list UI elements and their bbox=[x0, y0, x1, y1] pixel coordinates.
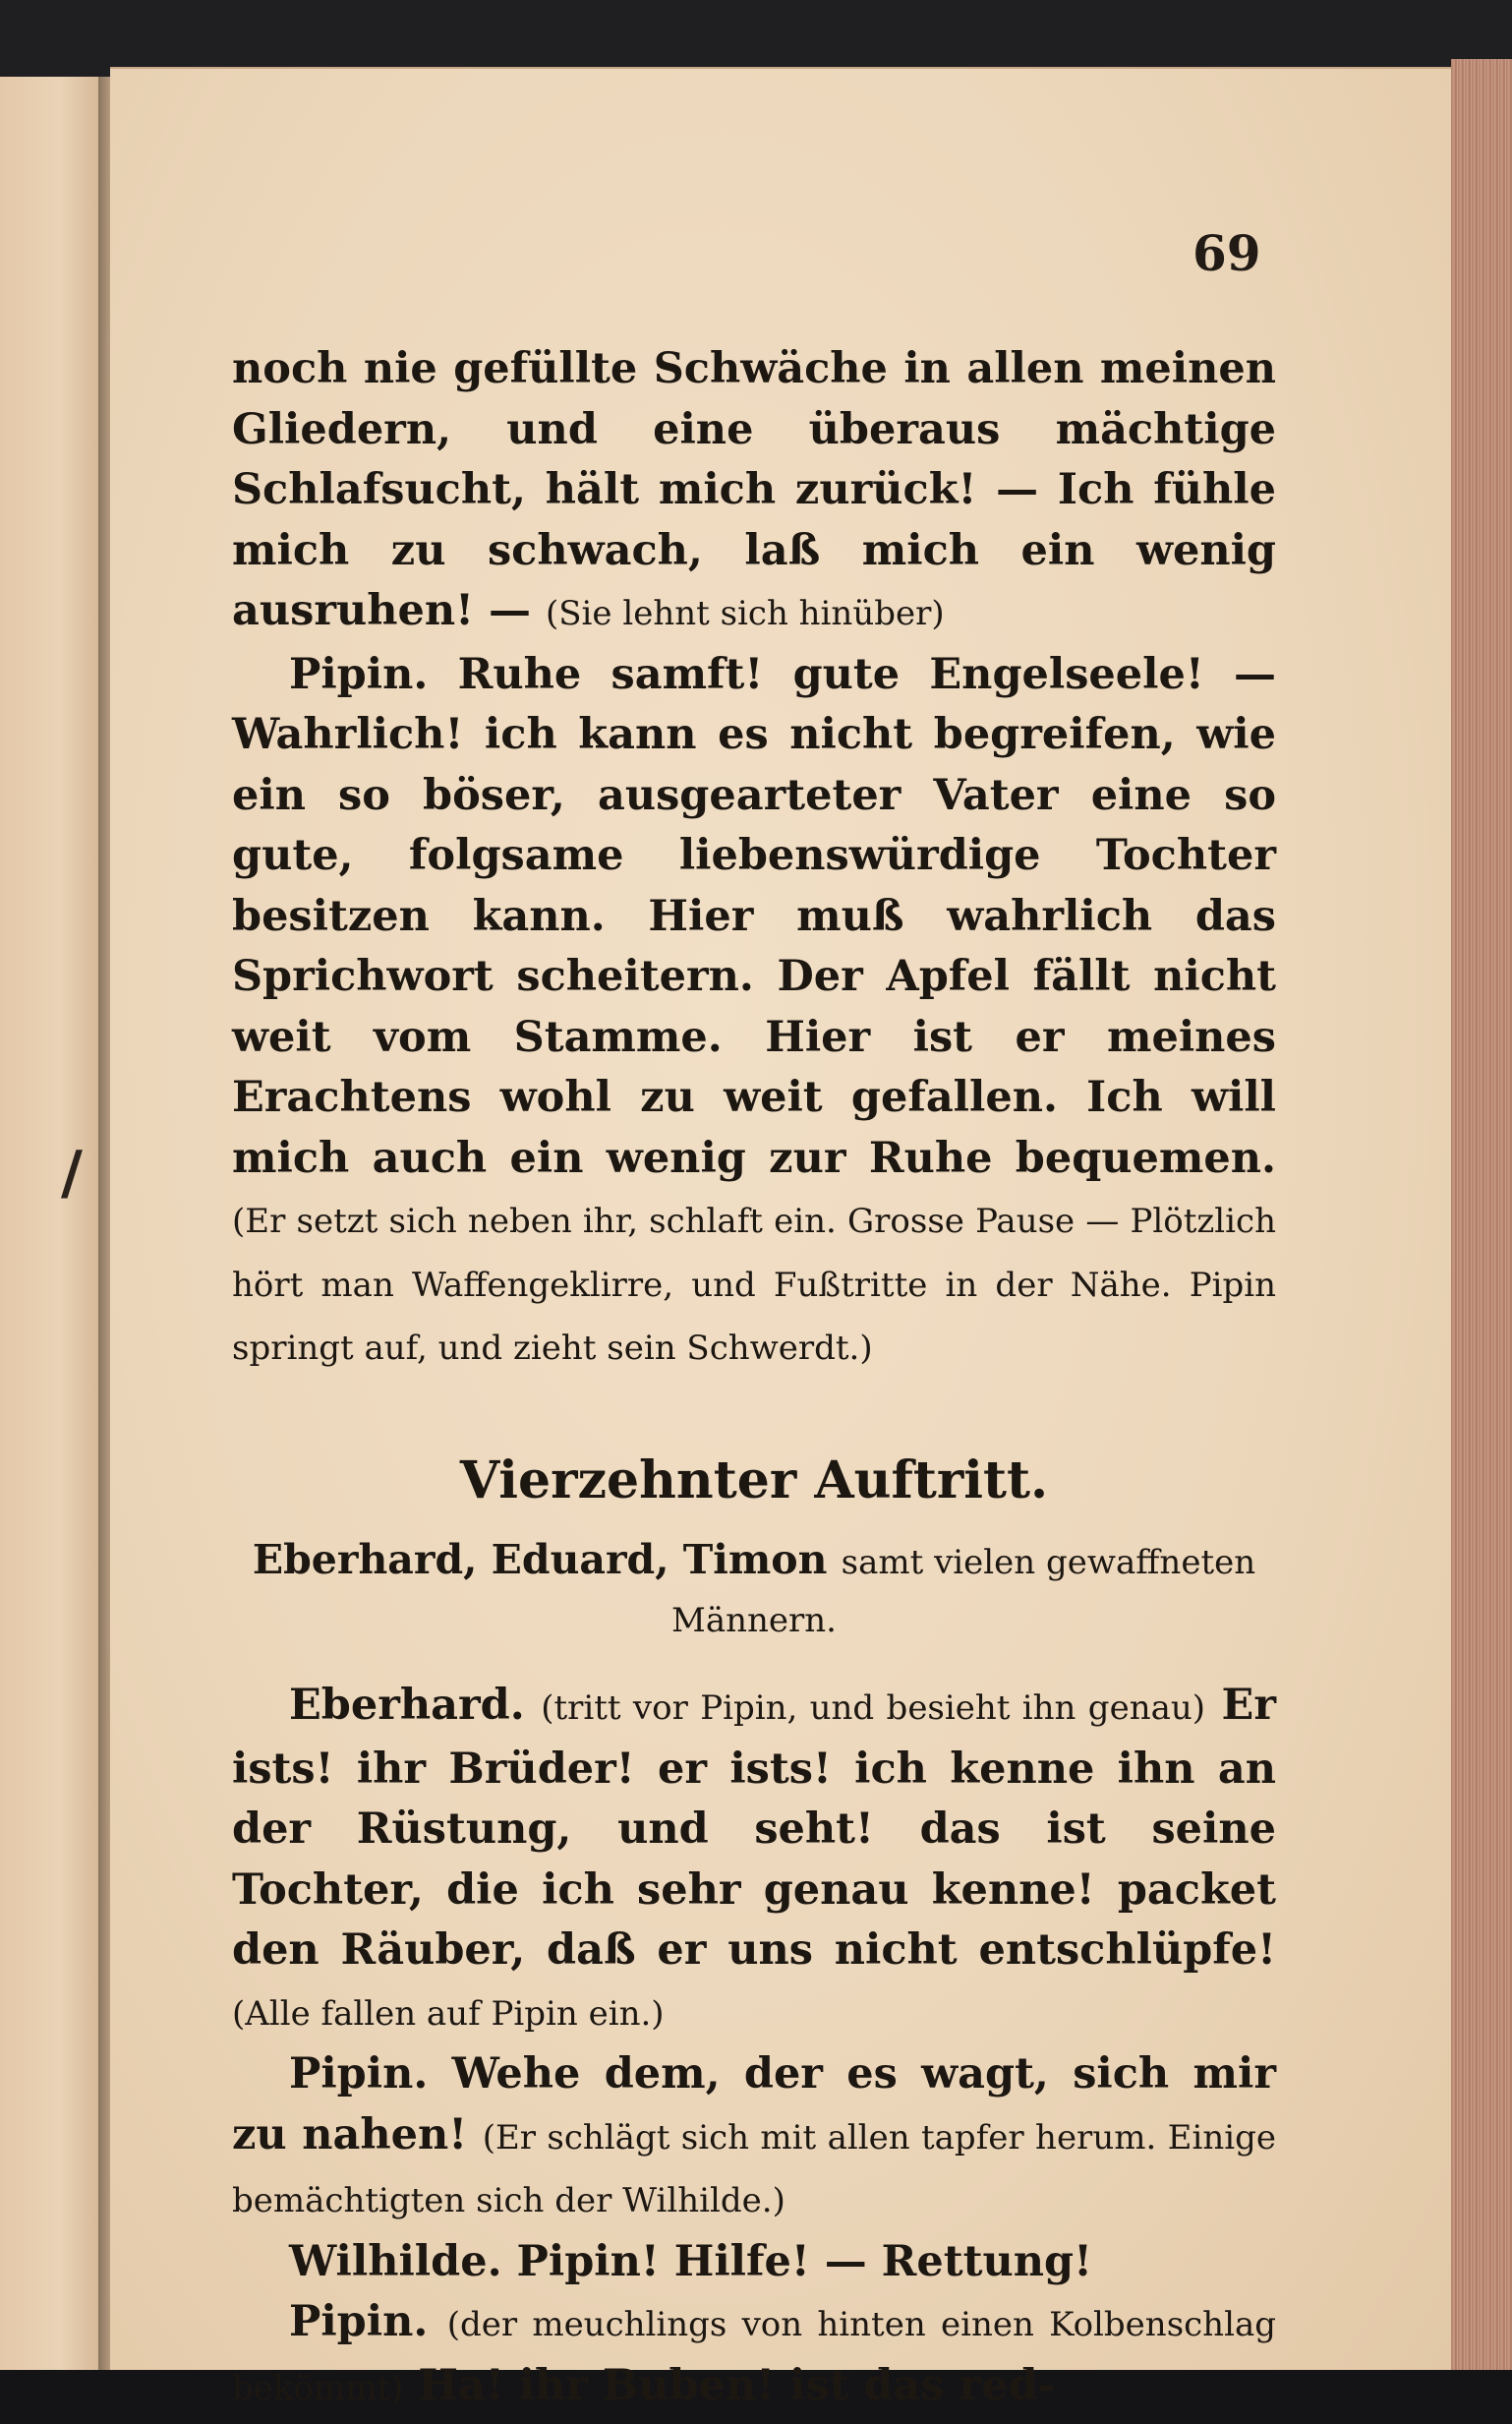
paragraph-4 bbox=[232, 2044, 1276, 2232]
speaker-name: Eberhard. bbox=[289, 1681, 525, 1730]
page-text bbox=[232, 339, 1276, 2419]
paragraph-4-text: Wehe dem, der es wagt, sich mir zu nahen! bbox=[232, 2049, 1276, 2159]
page-number: 69 bbox=[1192, 224, 1261, 282]
stage-direction: (Sie lehnt sich hinüber) bbox=[545, 594, 945, 633]
speaker-name: Wilhilde. bbox=[289, 2236, 502, 2286]
stage-direction: (Er setzt sich neben ihr, schlaft ein. Grosse Pause — Plötzlich hört man Waffengeklirre, und Fußtritte in der Nähe. Pipin springt auf, und zieht sein Schwerdt.) bbox=[232, 1202, 1276, 1368]
speaker-name: Pipin. bbox=[289, 2049, 429, 2099]
paragraph-6-text: Ha! ihr Buben! ist das red- bbox=[418, 2360, 1056, 2410]
paragraph-3-text: Er ists! ihr Brüder! er ists! ich kenne ihn an der Rüstung, und seht! das ist seine Tochter, die ich sehr genau kenne! packet den Räuber, daß er uns nicht entschlüpfe! bbox=[232, 1681, 1276, 1975]
dramatis-personae bbox=[232, 1532, 1276, 1648]
paragraph-5-text: Pipin! Hilfe! — Rettung! bbox=[516, 2236, 1092, 2286]
personae-names: Eberhard, Eduard, Timon bbox=[252, 1536, 828, 1583]
personae-rest: samt vielen gewaffneten Männern. bbox=[671, 1543, 1256, 1640]
stage-direction: (Alle fallen auf Pipin ein.) bbox=[232, 1993, 665, 2034]
left-page-edge bbox=[0, 77, 103, 2373]
stage-direction: (Er schlägt sich mit allen tapfer herum. Einige bemächtigten sich der Wilhilde.) bbox=[232, 2117, 1276, 2220]
paragraph-5 bbox=[232, 2232, 1276, 2293]
paragraph-1-text: noch nie gefüllte Schwäche in allen meinen Gliedern, und eine überaus mächtige Schlafsucht, hält mich zurück! — Ich fühle mich zu schwach, laß mich ein wenig ausruhen! — bbox=[232, 344, 1276, 635]
scene-heading: Vierzehnter Auftritt. bbox=[459, 1449, 1049, 1510]
paragraph-3 bbox=[232, 1676, 1276, 2044]
paragraph-2-text: Ruhe samft! gute Engelseele! — Wahrlich! ich kann es nicht begreifen, wie ein so böser, ausgearteter Vater eine so gute, folgsame liebenswürdige Tochter besitzen kann. Hier muß wahrlich das Sprichwort scheitern. Der Apfel fällt nicht weit vom Stamme. Hier ist er meines Erachtens wohl zu weit gefallen. Ich will mich auch ein wenig zur Ruhe bequemen. bbox=[232, 649, 1276, 1183]
paragraph-1 bbox=[232, 339, 1276, 645]
paragraph-6 bbox=[232, 2292, 1276, 2419]
margin-mark: / bbox=[61, 1139, 83, 1208]
page-stack-edge bbox=[1451, 59, 1512, 2375]
stage-direction: (tritt vor Pipin, und besieht ihn genau) bbox=[541, 1688, 1206, 1728]
paragraph-2 bbox=[232, 645, 1276, 1380]
stage-direction: (der meuchlings von hinten einen Kolbenschlag bekömmt) bbox=[232, 2305, 1276, 2408]
speaker-name: Pipin. bbox=[289, 649, 429, 699]
speaker-name: Pipin. bbox=[289, 2297, 429, 2346]
